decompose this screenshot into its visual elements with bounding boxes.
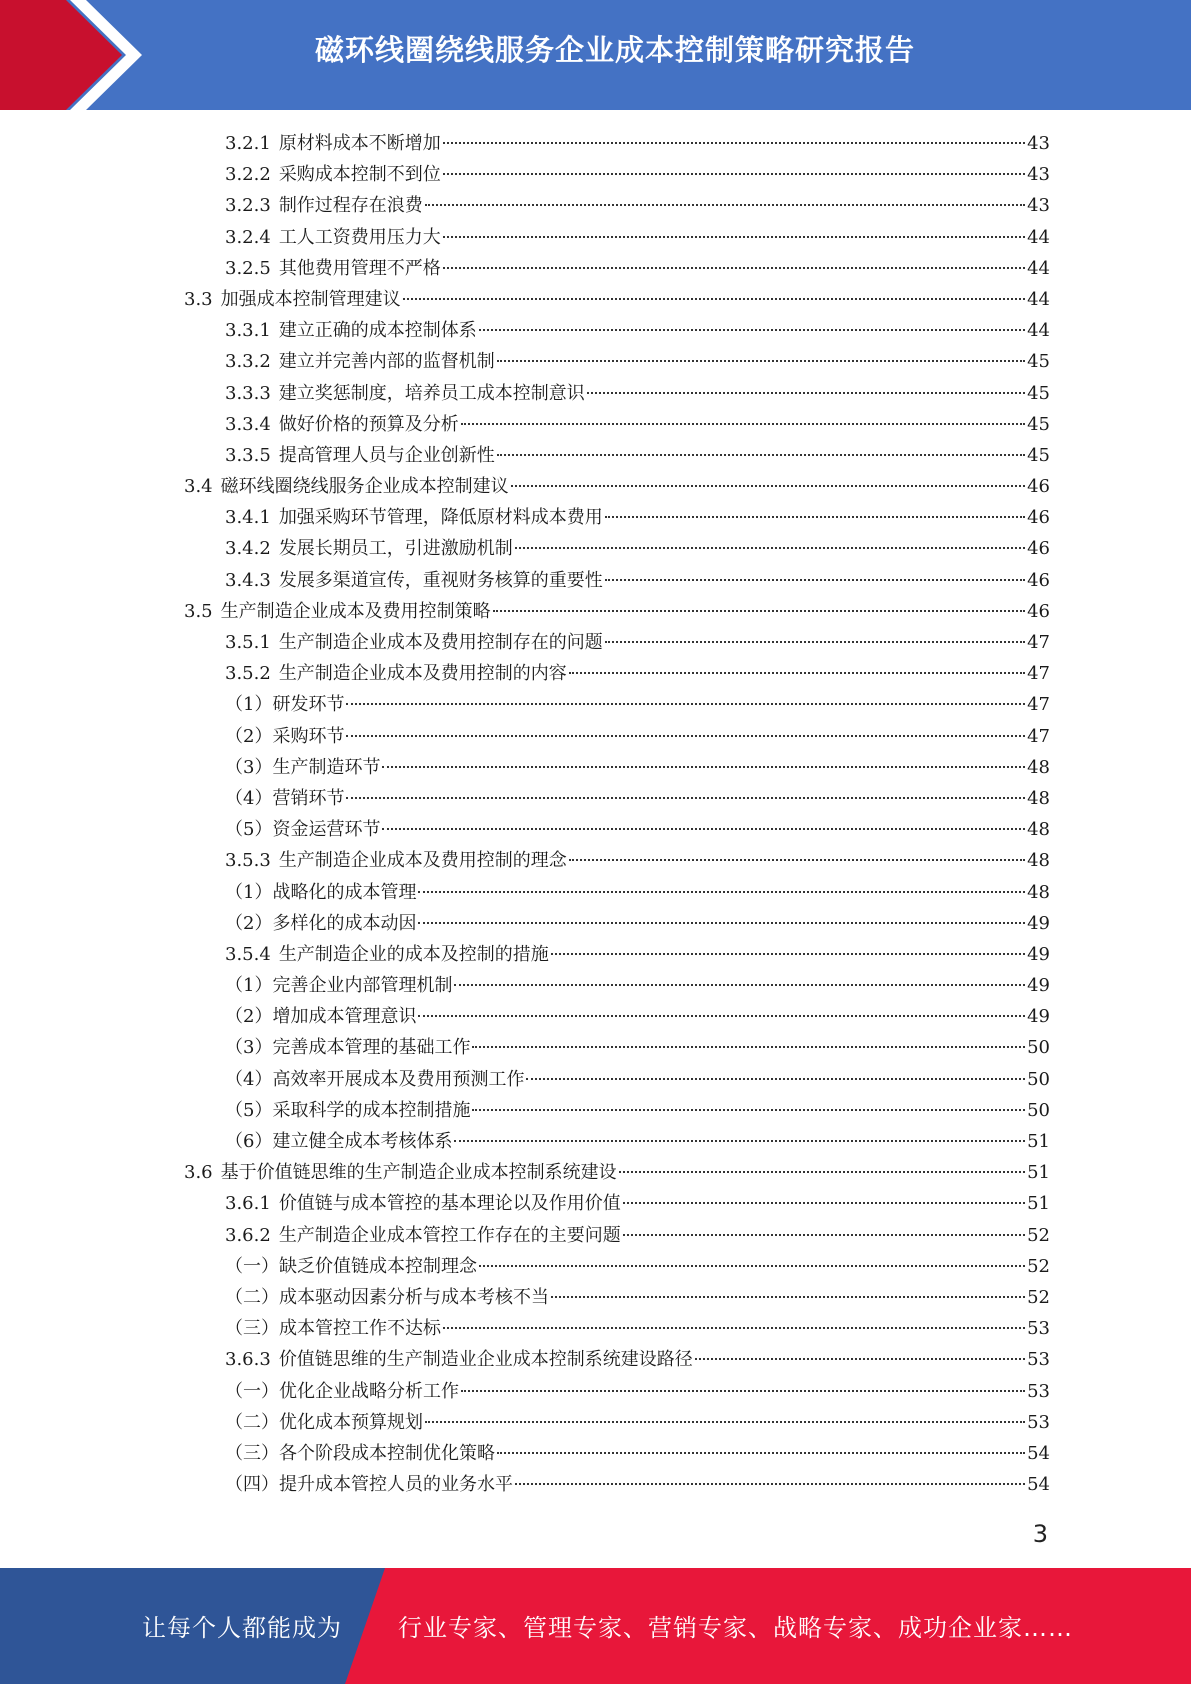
header-arrow-decoration (0, 0, 160, 110)
toc-entry[interactable] (180, 596, 1050, 627)
toc-dot-leader (382, 827, 1025, 830)
toc-dot-leader (526, 1077, 1025, 1080)
toc-entry-title: （一）优化企业战略分析工作 (225, 1380, 459, 1402)
toc-entry[interactable] (180, 346, 1050, 377)
toc-entry-title: （2）多样化的成本动因 (225, 912, 417, 934)
toc-dot-leader (418, 890, 1025, 893)
toc-entry-title: （三）成本管控工作不达标 (225, 1318, 441, 1340)
toc-entry-page: 47 (1027, 663, 1050, 685)
toc-entry-page: 43 (1027, 133, 1050, 154)
toc-entry-title: （1）战略化的成本管理 (225, 881, 417, 903)
toc-entry-number: 3.4.2 (225, 538, 271, 560)
toc-entry[interactable] (180, 1407, 1050, 1438)
toc-entry-page: 43 (1027, 164, 1050, 186)
toc-entry-page: 43 (1027, 195, 1050, 217)
toc-entry-number: 3.3 (184, 288, 213, 310)
toc-dot-leader (418, 921, 1025, 924)
toc-entry[interactable] (180, 1251, 1050, 1282)
toc-entry-page: 45 (1027, 413, 1050, 435)
toc-entry[interactable] (180, 378, 1050, 409)
toc-entry-page: 49 (1027, 1006, 1050, 1028)
toc-entry-title: （6）建立健全成本考核体系 (225, 1131, 453, 1152)
toc-dot-leader (443, 1326, 1025, 1329)
toc-entry[interactable] (180, 1282, 1050, 1313)
toc-entry-title: 提高管理人员与企业创新性 (278, 444, 495, 466)
toc-entry-page: 49 (1027, 912, 1050, 934)
toc-entry-page: 51 (1027, 1193, 1050, 1215)
toc-dot-leader (346, 734, 1025, 737)
toc-entry-title: 生产制造企业成本管控工作存在的主要问题 (278, 1224, 621, 1246)
toc-entry[interactable] (180, 1438, 1050, 1469)
toc-entry-number: 3.4 (184, 476, 213, 498)
toc-entry-title: 价值链思维的生产制造业企业成本控制系统建设路径 (278, 1349, 693, 1371)
toc-entry-number: 3.2.5 (225, 257, 271, 279)
toc-entry[interactable] (180, 783, 1050, 814)
toc-entry[interactable] (180, 1188, 1050, 1219)
toc-dot-leader (472, 1108, 1025, 1111)
toc-entry-page: 50 (1027, 1099, 1050, 1121)
toc-entry-page: 46 (1027, 600, 1050, 622)
toc-dot-leader (425, 203, 1025, 206)
toc-entry-page: 52 (1027, 1224, 1050, 1246)
toc-dot-leader (497, 1451, 1025, 1454)
toc-dot-leader (619, 1170, 1025, 1173)
toc-entry-number: 3.4.1 (225, 507, 271, 529)
toc-entry-title: （三）各个阶段成本控制优化策略 (225, 1442, 495, 1464)
toc-entry-page: 51 (1027, 1131, 1050, 1152)
toc-dot-leader (587, 391, 1025, 394)
toc-entry-title: 磁环线圈绕线服务企业成本控制建议 (220, 476, 509, 498)
toc-entry[interactable] (180, 1126, 1050, 1157)
toc-entry-title: 发展长期员工，引进激励机制 (278, 538, 513, 560)
toc-entry[interactable] (180, 1001, 1050, 1032)
toc-entry-number: 3.3.5 (225, 444, 271, 466)
page-header (0, 0, 1191, 110)
toc-entry-title: 加强成本控制管理建议 (220, 288, 401, 310)
footer-slogan-right: 行业专家、管理专家、营销专家、战略专家、成功企业家…… (398, 1614, 1073, 1642)
toc-entry-page: 48 (1027, 756, 1050, 778)
toc-entry-title: 建立奖惩制度，培养员工成本控制意识 (278, 382, 585, 404)
toc-entry-number: 3.2.3 (225, 195, 271, 217)
toc-dot-leader (443, 141, 1025, 144)
toc-entry-number: 3.2.2 (225, 164, 271, 186)
toc-dot-leader (497, 359, 1025, 362)
toc-entry-page: 54 (1027, 1442, 1050, 1464)
toc-dot-leader (623, 1233, 1025, 1236)
toc-entry[interactable] (180, 1376, 1050, 1407)
toc-dot-leader (623, 1201, 1025, 1204)
toc-entry[interactable] (180, 1313, 1050, 1344)
toc-entry-page: 53 (1027, 1318, 1050, 1340)
toc-entry-number: 3.5.2 (225, 663, 271, 685)
toc-entry[interactable] (180, 565, 1050, 596)
toc-entry-page: 52 (1027, 1286, 1050, 1308)
toc-dot-leader (346, 796, 1025, 799)
toc-entry-title: 其他费用管理不严格 (278, 257, 441, 279)
toc-entry-title: 建立并完善内部的监督机制 (278, 351, 495, 373)
toc-entry-number: 3.3.4 (225, 413, 271, 435)
toc-entry-title: （2）采购环节 (225, 725, 345, 747)
toc-entry-title: 工人工资费用压力大 (278, 226, 441, 248)
toc-entry-title: 做好价格的预算及分析 (278, 413, 459, 435)
toc-dot-leader (493, 609, 1025, 612)
toc-entry-page: 54 (1027, 1474, 1050, 1496)
toc-entry[interactable] (180, 502, 1050, 533)
toc-dot-leader (479, 1264, 1025, 1267)
toc-entry[interactable] (180, 877, 1050, 908)
toc-entry-number: 3.5 (184, 600, 213, 622)
toc-entry[interactable] (180, 1095, 1050, 1126)
toc-entry[interactable] (180, 1469, 1050, 1500)
toc-entry-page: 48 (1027, 881, 1050, 903)
toc-entry-title: （2）增加成本管理意识 (225, 1006, 417, 1028)
toc-entry[interactable] (180, 970, 1050, 1001)
toc-dot-leader (605, 515, 1025, 518)
toc-entry-page: 50 (1027, 1068, 1050, 1090)
toc-entry[interactable] (180, 845, 1050, 876)
toc-entry[interactable] (180, 159, 1050, 190)
toc-entry[interactable] (180, 908, 1050, 939)
toc-dot-leader (515, 1482, 1025, 1485)
toc-entry-page: 44 (1027, 257, 1050, 279)
toc-entry-title: 制作过程存在浪费 (278, 195, 423, 217)
toc-entry[interactable] (180, 409, 1050, 440)
toc-dot-leader (461, 1389, 1025, 1392)
toc-entry-title: （3）完善成本管理的基础工作 (225, 1037, 471, 1059)
toc-entry-page: 45 (1027, 382, 1050, 404)
page-number: 3 (1032, 1520, 1048, 1548)
toc-dot-leader (346, 702, 1025, 705)
toc-entry-title: 建立正确的成本控制体系 (278, 320, 477, 342)
toc-entry-title: 原材料成本不断增加 (278, 133, 441, 154)
toc-entry-title: （4）高效率开展成本及费用预测工作 (225, 1068, 525, 1090)
toc-entry[interactable] (180, 658, 1050, 689)
toc-entry-title: （3）生产制造环节 (225, 756, 381, 778)
toc-entry[interactable] (180, 533, 1050, 564)
toc-dot-leader (454, 983, 1025, 986)
toc-dot-leader (605, 578, 1025, 581)
toc-entry-title: （4）营销环节 (225, 787, 345, 809)
toc-entry-page: 47 (1027, 694, 1050, 716)
toc-entry-page: 46 (1027, 538, 1050, 560)
toc-entry-page: 50 (1027, 1037, 1050, 1059)
toc-dot-leader (569, 671, 1025, 674)
footer-slogan-left: 让每个人都能成为 (142, 1614, 342, 1642)
toc-dot-leader (454, 1139, 1025, 1142)
toc-dot-leader (569, 858, 1025, 861)
toc-entry[interactable] (180, 190, 1050, 221)
toc-dot-leader (472, 1045, 1025, 1048)
toc-entry[interactable] (180, 814, 1050, 845)
toc-dot-leader (425, 1420, 1025, 1423)
toc-entry-title: （四）提升成本管控人员的业务水平 (225, 1474, 513, 1496)
toc-dot-leader (695, 1357, 1025, 1360)
toc-dot-leader (497, 453, 1025, 456)
toc-entry-number: 3.2.4 (225, 226, 271, 248)
toc-dot-leader (605, 640, 1025, 643)
toc-entry-title: （二）成本驱动因素分析与成本考核不当 (225, 1286, 549, 1308)
toc-entry[interactable] (180, 1032, 1050, 1063)
toc-entry-title: 价值链与成本管控的基本理论以及作用价值 (278, 1193, 621, 1215)
toc-dot-leader (479, 328, 1025, 331)
toc-entry[interactable] (180, 627, 1050, 658)
toc-entry-title: 生产制造企业成本及费用控制的理念 (278, 850, 567, 872)
toc-entry-page: 46 (1027, 569, 1050, 591)
toc-entry-number: 3.4.3 (225, 569, 271, 591)
toc-entry[interactable] (180, 471, 1050, 502)
toc-entry[interactable] (180, 721, 1050, 752)
toc-entry[interactable] (180, 253, 1050, 284)
toc-dot-leader (551, 1295, 1025, 1298)
toc-entry-page: 53 (1027, 1411, 1050, 1433)
toc-entry-page: 49 (1027, 975, 1050, 997)
toc-entry-title: 基于价值链思维的生产制造企业成本控制系统建设 (220, 1162, 617, 1184)
toc-entry-number: 3.3.2 (225, 351, 271, 373)
toc-entry-page: 44 (1027, 226, 1050, 248)
toc-entry-page: 46 (1027, 476, 1050, 498)
toc-entry-page: 48 (1027, 850, 1050, 872)
toc-entry[interactable] (180, 689, 1050, 720)
toc-dot-leader (515, 546, 1025, 549)
toc-entry-title: 采购成本控制不到位 (278, 164, 441, 186)
toc-dot-leader (443, 235, 1025, 238)
toc-entry-title: （二）优化成本预算规划 (225, 1411, 423, 1433)
toc-entry-page: 46 (1027, 507, 1050, 529)
toc-entry-title: 生产制造企业成本及费用控制的内容 (278, 663, 567, 685)
toc-entry[interactable] (180, 1344, 1050, 1375)
toc-entry-page: 48 (1027, 787, 1050, 809)
toc-entry-page: 51 (1027, 1162, 1050, 1184)
header-title: 磁环线圈绕线服务企业成本控制策略研究报告 (314, 33, 915, 67)
toc-dot-leader (403, 297, 1025, 300)
toc-entry-number: 3.3.1 (225, 320, 271, 342)
toc-dot-leader (382, 765, 1025, 768)
toc-entry-title: 生产制造企业的成本及控制的措施 (278, 943, 549, 965)
toc-entry-number: 3.6 (184, 1162, 213, 1184)
toc-entry-title: （一）缺乏价值链成本控制理念 (225, 1255, 477, 1277)
toc-entry[interactable] (180, 752, 1050, 783)
toc-entry-number: 3.2.1 (225, 133, 271, 154)
toc-entry-page: 44 (1027, 320, 1050, 342)
table-of-contents (180, 128, 1050, 1500)
toc-entry-page: 44 (1027, 288, 1050, 310)
toc-entry[interactable] (180, 1064, 1050, 1095)
toc-entry[interactable] (180, 1157, 1050, 1188)
toc-entry-number: 3.5.3 (225, 850, 271, 872)
toc-entry-number: 3.3.3 (225, 382, 271, 404)
toc-entry[interactable] (180, 1220, 1050, 1251)
toc-entry-title: （1）完善企业内部管理机制 (225, 975, 453, 997)
toc-entry-page: 53 (1027, 1380, 1050, 1402)
toc-entry-page: 47 (1027, 725, 1050, 747)
toc-entry-title: 生产制造企业成本及费用控制存在的问题 (278, 632, 603, 653)
toc-dot-leader (551, 952, 1025, 955)
toc-entry[interactable] (180, 284, 1050, 315)
toc-entry-title: （1）研发环节 (225, 694, 345, 716)
toc-dot-leader (443, 266, 1025, 269)
toc-entry-number: 3.5.4 (225, 943, 271, 965)
page-footer (0, 1568, 1191, 1684)
toc-entry-page: 48 (1027, 819, 1050, 841)
toc-entry-number: 3.6.2 (225, 1224, 271, 1246)
toc-entry[interactable] (180, 939, 1050, 970)
toc-dot-leader (418, 1014, 1025, 1017)
toc-entry-page: 49 (1027, 943, 1050, 965)
toc-entry-title: （5）采取科学的成本控制措施 (225, 1099, 471, 1121)
toc-entry-title: 发展多渠道宣传，重视财务核算的重要性 (278, 569, 603, 591)
toc-entry[interactable] (180, 222, 1050, 253)
toc-entry-number: 3.5.1 (225, 632, 271, 653)
toc-entry-title: （5）资金运营环节 (225, 819, 381, 841)
toc-entry-page: 45 (1027, 351, 1050, 373)
toc-dot-leader (461, 422, 1025, 425)
toc-dot-leader (511, 484, 1025, 487)
toc-entry-number: 3.6.1 (225, 1193, 271, 1215)
toc-entry-page: 52 (1027, 1255, 1050, 1277)
toc-entry-number: 3.6.3 (225, 1349, 271, 1371)
toc-entry[interactable] (180, 315, 1050, 346)
toc-entry-page: 53 (1027, 1349, 1050, 1371)
toc-entry-title: 加强采购环节管理，降低原材料成本费用 (278, 507, 603, 529)
toc-entry[interactable] (180, 440, 1050, 471)
toc-entry-title: 生产制造企业成本及费用控制策略 (220, 600, 491, 622)
toc-dot-leader (443, 172, 1025, 175)
toc-entry-page: 45 (1027, 444, 1050, 466)
toc-entry[interactable] (180, 128, 1050, 159)
toc-entry-page: 47 (1027, 632, 1050, 653)
